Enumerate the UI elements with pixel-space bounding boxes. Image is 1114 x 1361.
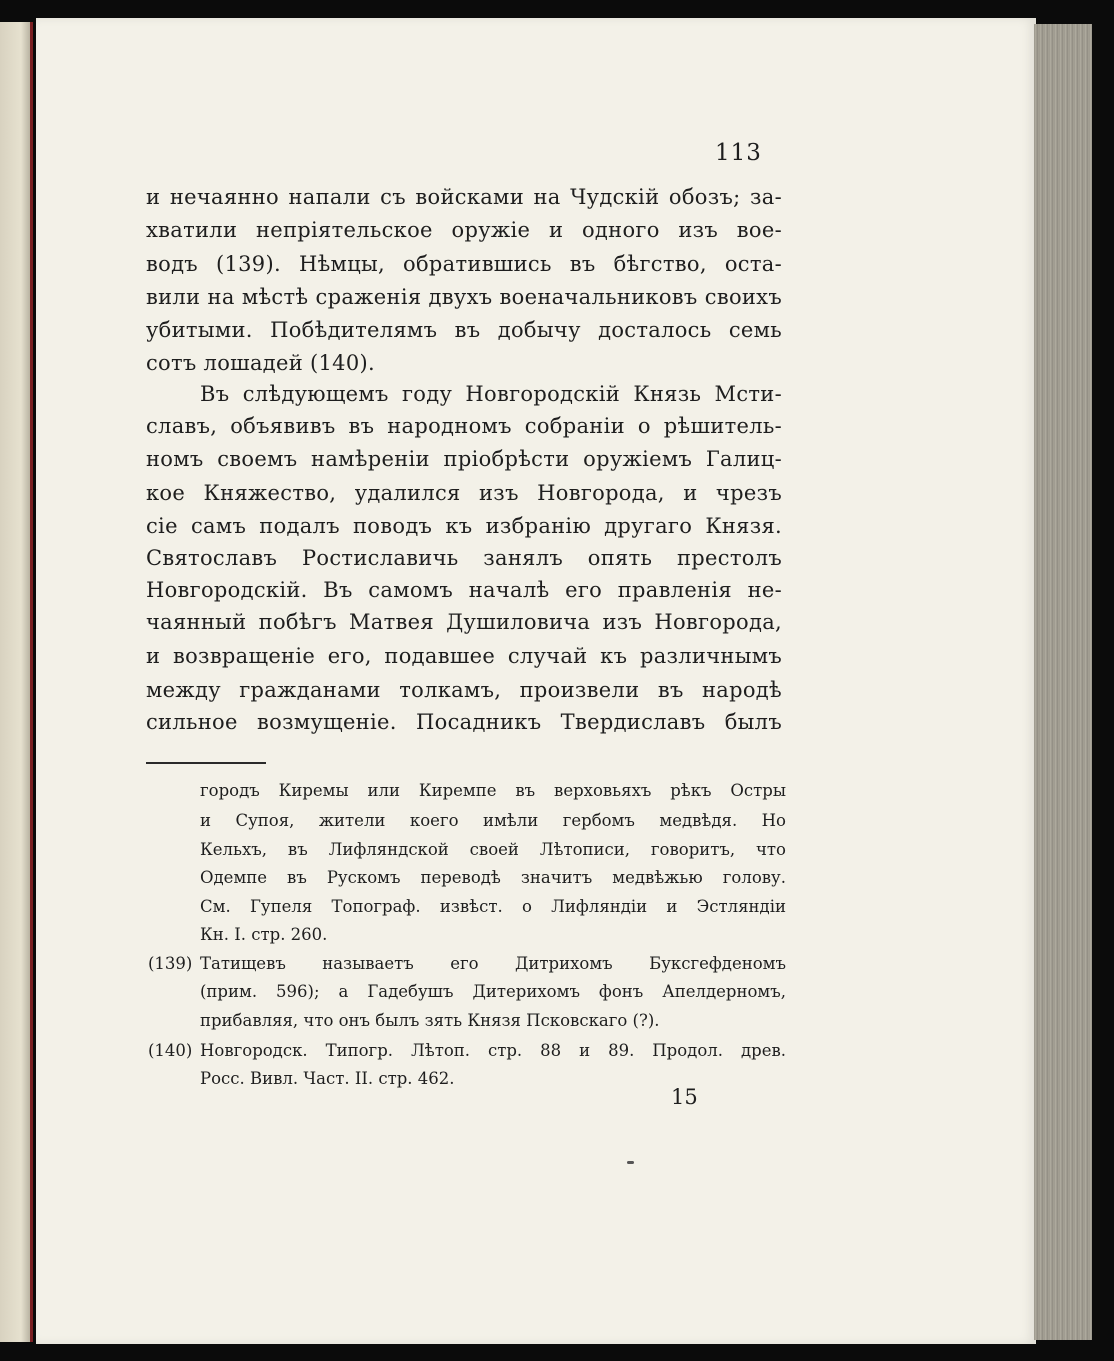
body-line: сотъ лошадей (140). — [146, 351, 375, 375]
footnote-line: и Супоя, жители коего имѣли гербомъ медвѣдя. Но — [200, 811, 786, 830]
body-line: между гражданами толкамъ, произвели въ народѣ — [146, 678, 782, 702]
footnote-line: (прим. 596); а Гадебушъ Дитерихомъ фонъ Апелдерномъ, — [200, 982, 786, 1001]
page-number: 113 — [715, 140, 762, 166]
footnote-line: Кельхъ, въ Лифляндской своей Лѣтописи, говоритъ, что — [200, 840, 786, 859]
signature-mark: 15 — [671, 1085, 698, 1109]
footnote-line: См. Гупеля Топограф. извѣст. о Лифляндіи и Эстляндіи — [200, 897, 786, 916]
body-line: сильное возмущеніе. Посадникъ Твердиславъ былъ — [146, 710, 782, 734]
body-line: кое Княжество, удалился изъ Новгорода, и чрезъ — [146, 481, 782, 505]
body-line: номъ своемъ намѣреніи пріобрѣсти оружіемъ Галиц- — [146, 447, 782, 471]
footnote-number: (140) — [148, 1041, 193, 1060]
body-line: Въ слѣдующемъ году Новгородскій Князь Мсти- — [200, 382, 782, 406]
body-line: Святославъ Ростиславичь занялъ опять престолъ — [146, 546, 782, 570]
body-line: хватили непріятельское оружіе и одного изъ вое- — [146, 218, 782, 242]
body-line: и нечаянно напали съ войсками на Чудскій обозъ; за- — [146, 185, 782, 209]
left-page-edge — [0, 22, 33, 1342]
body-line: Новгородскій. Въ самомъ началѣ его правленія не- — [146, 578, 782, 602]
footnote-rule — [146, 762, 266, 764]
footnote-line: прибавляя, что онъ былъ зять Князя Псковскаго (?). — [200, 1011, 660, 1030]
footnote-line: Росс. Вивл. Част. II. стр. 462. — [200, 1069, 455, 1088]
body-line: убитыми. Побѣдителямъ въ добычу досталось семь — [146, 318, 782, 342]
body-line: водъ (139). Нѣмцы, обратившись въ бѣгство, оста- — [146, 252, 782, 276]
body-line: и возвращеніе его, подавшее случай къ различнымъ — [146, 644, 782, 668]
footnote-line: Татищевъ называетъ его Дитрихомъ Буксгефденомъ — [200, 954, 786, 973]
footnote-line: Кн. I. стр. 260. — [200, 925, 328, 944]
footnote-number: (139) — [148, 954, 193, 973]
footnote-line: Новгородск. Типогр. Лѣтоп. стр. 88 и 89. Продол. древ. — [200, 1041, 786, 1060]
body-line: славъ, объявивъ въ народномъ собраніи о рѣшитель- — [146, 414, 782, 438]
body-line: сіе самъ подалъ поводъ къ избранію другаго Князя. — [146, 514, 782, 538]
footnote-line: Одемпе въ Рускомъ переводѣ значитъ медвѣжью голову. — [200, 868, 786, 887]
body-line: чаянный побѣгъ Матвея Душиловича изъ Новгорода, — [146, 610, 782, 634]
ink-speck — [627, 1161, 634, 1164]
body-line: вили на мѣстѣ сраженія двухъ военачальниковъ своихъ — [146, 285, 782, 309]
page-block-edge — [1034, 24, 1092, 1340]
footnote-line: городъ Киремы или Киремпе въ верховьяхъ рѣкъ Остры — [200, 781, 786, 800]
